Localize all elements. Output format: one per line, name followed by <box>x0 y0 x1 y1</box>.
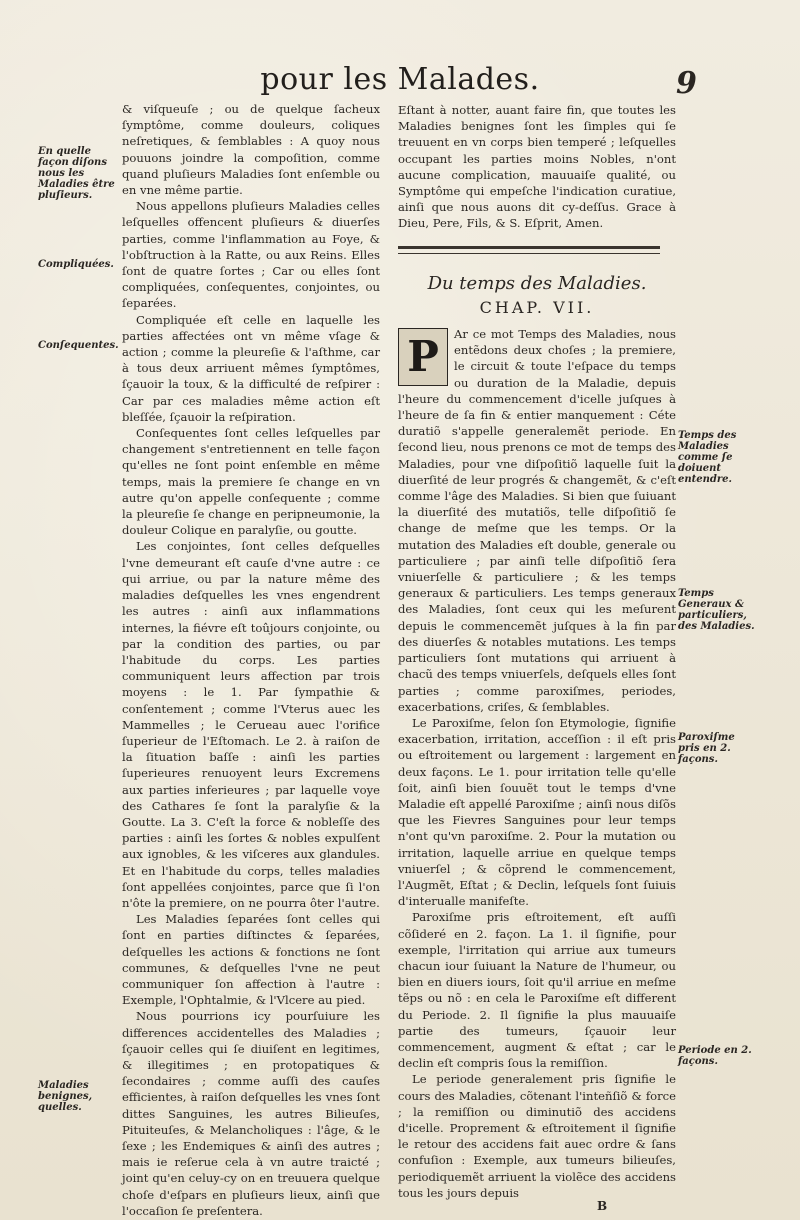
right-column <box>398 102 676 1201</box>
page-number: 9 <box>676 66 697 101</box>
margin-note: Temps Generaux & particuliers, des Maladies. <box>678 588 755 632</box>
paragraph: Les Maladies ſeparées ſont celles qui ſont en parties diſtinctes & ſeparées, deſquelles les actions & fonctions ne ſont communes, & deſquelles l'vne ne peut communiquer ſon affection à l'autre : Exemple, l'Ophtalmie, & l'Vlcere au pied. <box>122 912 380 1008</box>
paragraph: Paroxiſme pris eſtroitement, eſt auſſi cõſideré en 2. façon. La 1. il ſignifie, pour exemple, l'irritation qui arriue aux tumeurs chacun iour ſuiuant la Nature de l'humeur, ou bien en diuers iours, ſoit qu'il arriue en meſme tẽps ou nõ : en cela le Paroxiſme eſt different du Periode. 2. Il ſignifie la plus mauuaiſe partie des tumeurs, ſçauoir leur commencement, augment & eſtat ; car le declin eſt compris ſous la remiſſion. <box>398 910 676 1071</box>
paragraph: Le Paroxiſme, ſelon ſon Etymologie, ſignifie exacerbation, irritation, acceſſion : il eſt pris ou eſtroitement ou largement : largement en deux façons. Le 1. pour irritation telle qu'elle ſoit, ainſi bien ſouuẽt tout le temps d'vne Maladie eſt appellé Paroxiſme ; ainſi nous diſõs que les Fievres Sanguines pour leur temps n'ont qu'vn paroxiſme. 2. Pour la mutation ou irritation, laquelle arriue en quelque temps vniuerſel ; & cõprend le commencement, l'Augmẽt, Eſtat ; & Declin, leſquels ſont ſuiuis d'interualle manifeſte. <box>398 715 676 909</box>
margin-note: Compliquées. <box>38 259 114 270</box>
paragraph: Eſtant à notter, auant faire fin, que toutes les Maladies benignes ſont les ſimples qui ſe treuuent en vn corps bien temperé ; leſquelles occupant les parties moins Nobles, n'ont aucune complication, mauuaiſe qualité, ou Symptôme qui empeſche l'indication curatiue, ainſi que nous auons dit cy-deſſus. Grace à Dieu, Pere, Fils, & S. Eſprit, Amen. <box>398 103 676 231</box>
running-head: pour les Malades. <box>260 62 540 97</box>
left-column <box>122 101 380 1219</box>
margin-note: Maladies benignes, quelles. <box>38 1080 93 1113</box>
chapter-body <box>398 326 676 715</box>
margin-note: En quelle façon diſons nous les Maladies être pluſieurs. <box>38 146 115 201</box>
section-title: Du temps des Maladies. <box>427 272 647 294</box>
margin-note: Conſequentes. <box>38 340 119 351</box>
dropcap-initial: P <box>398 328 448 386</box>
paragraph: Le periode generalement pris ſignifie le cours des Maladies, cõtenant l'inteñſiõ & force ; la remiſſion ou diminutiõ des accidens d'icelle. Proprement & eſtroitement il ſignifie le retour des accidens fait auec ordre & ſans confuſion : Exemple, aux tumeurs bilieuſes, periodiquemẽt arriuent la violẽce des accidens tous les jours depuis <box>398 1072 676 1200</box>
paragraph: Compliquée eſt celle en laquelle les parties affectées ont vn même vſage & action ; comme la pleureſie & l'aſthme, car à tous deux arriuent mêmes ſymptômes, ſçauoir la toux, & la difficulté de reſpirer : Car par ces maladies même action eſt bleſſée, ſçauoir la reſpiration. <box>122 312 380 424</box>
paragraph: Conſequentes ſont celles leſquelles par changement s'entretiennent en telle façon qu'elles ne ſont point enſemble en même temps, mais la premiere ſe change en vn autre qu'on appelle conſequente ; comme la pleureſie ſe change en peripneumonie, la douleur Colique en paralyſie, ou goutte. <box>122 426 380 538</box>
paragraph: Ar ce mot Temps des Maladies, nous entẽdons deux choſes ; la premiere, le circuit & toute l'eſpace du temps ou duration de la Maladie, depuis l'heure du commencement d'icelle juſques à l'heure de ſa fin & entier manquement : Céte duratiõ s'appelle generalemẽt periode. En ſecond lieu, nous prenons ce mot de temps des Maladies, pour vne diſpoſitiõ laquelle ſuit la diuerſité de leur progrés & changemẽt, & c'eſt comme l'âge des Maladies. Si bien que ſuiuant la diuerſité des mutatiõs, telle diſpoſitiõ ſe change de meſme que les temps. Or la mutation des Maladies eſt double, generale ou particuliere ; par ainſi telle diſpoſitiõ ſera vniuerſelle & particuliere ; & les temps generaux & particuliers. Les temps generaux des Maladies, ſont ceux qui les meſurent depuis le commencemẽt juſques à la fin par des diuerſes & notables mutations. Les temps particuliers ſont mutations qui arriuent à chacũ des temps vniuerſels, deſquels elles ſont parties ; comme paroxiſmes, periodes, exacerbations, criſes, & ſemblables. <box>398 327 676 714</box>
signature-mark: B <box>597 1199 608 1213</box>
chapter-heading: CHAP. VII. <box>479 297 595 317</box>
paragraph: Les conjointes, ſont celles deſquelles l'vne demeurant eſt cauſe d'vne autre : ce qui arriue, ou par la nature même des maladies deſquelles les vnes engendrent les autres : ainſi aux inflammations internes, la fiévre eſt toûjours conjointe, ou par la condition des parties, ou par l'habitude du corps. Les parties communiquent leurs affection par trois moyens : le 1. Par ſympathie & conſentement ; comme l'Vterus auec les Mammelles ; le Cerueau auec l'orifice ſuperieur de l'Eſtomach. Le 2. à raiſon de la ſituation baſſe : ainſi les parties ſuperieures renuoyent leurs Excremens aux parties inferieures ; par laquelle voye des Cathares ſe ſont la paralyſie & la Goutte. La 3. C'eſt la force & nobleſſe des parties : ainſi les ſortes & nobles expulſent aux ignobles, & les viſceres aux glandules. Et en l'habitude du corps, telles maladies ſont appellées conjointes, parce que ſi l'on n'ôte la premiere, on ne pourra ôter l'autre. <box>122 539 380 910</box>
paragraph: Nous pourrions icy pourſuiure les differences accidentelles des Maladies ; ſçauoir celles qui ſe diuiſent en legitimes, & illegitimes ; en protopatiques & ſecondaires ; comme auſſi des cauſes efficientes, à raiſon deſquelles les vnes ſont dittes Sanguines, les autres Bilieuſes, Pituiteuſes, & Melancholiques : l'âge, & le ſexe ; les Endemiques & ainſi des autres ; mais ie reſerue cela à vn autre traicté ; joint qu'en celuy-cy on en treuuera quelque choſe d'eſpars en pluſieurs lieux, ainſi que l'occaſion ſe preſentera. <box>122 1009 380 1218</box>
margin-note: Periode en 2. façons. <box>678 1045 752 1067</box>
paragraph: & viſqueuſe ; ou de quelque ſacheux ſymptôme, comme douleurs, coliques neſretiques, & ſemblables : A quoy nous pouuons joindre la compoſition, comme quand pluſieurs Maladies ſont enſemble ou en vne même partie. <box>122 102 380 198</box>
margin-note: Temps des Maladies comme ſe doiuent entendre. <box>678 430 737 485</box>
section-rule-thin <box>398 253 660 254</box>
paragraph: Nous appellons pluſieurs Maladies celles leſquelles offencent pluſieurs & diuerſes parties, comme l'inflammation au Foye, & l'obſtruction à la Ratte, ou aux Reins. Elles ſont de quatre ſortes ; Car ou elles ſont compliquées, conſequentes, conjointes, ou ſeparées. <box>122 199 380 311</box>
margin-note: Paroxiſme pris en 2. façons. <box>678 732 735 765</box>
section-rule <box>398 246 660 249</box>
